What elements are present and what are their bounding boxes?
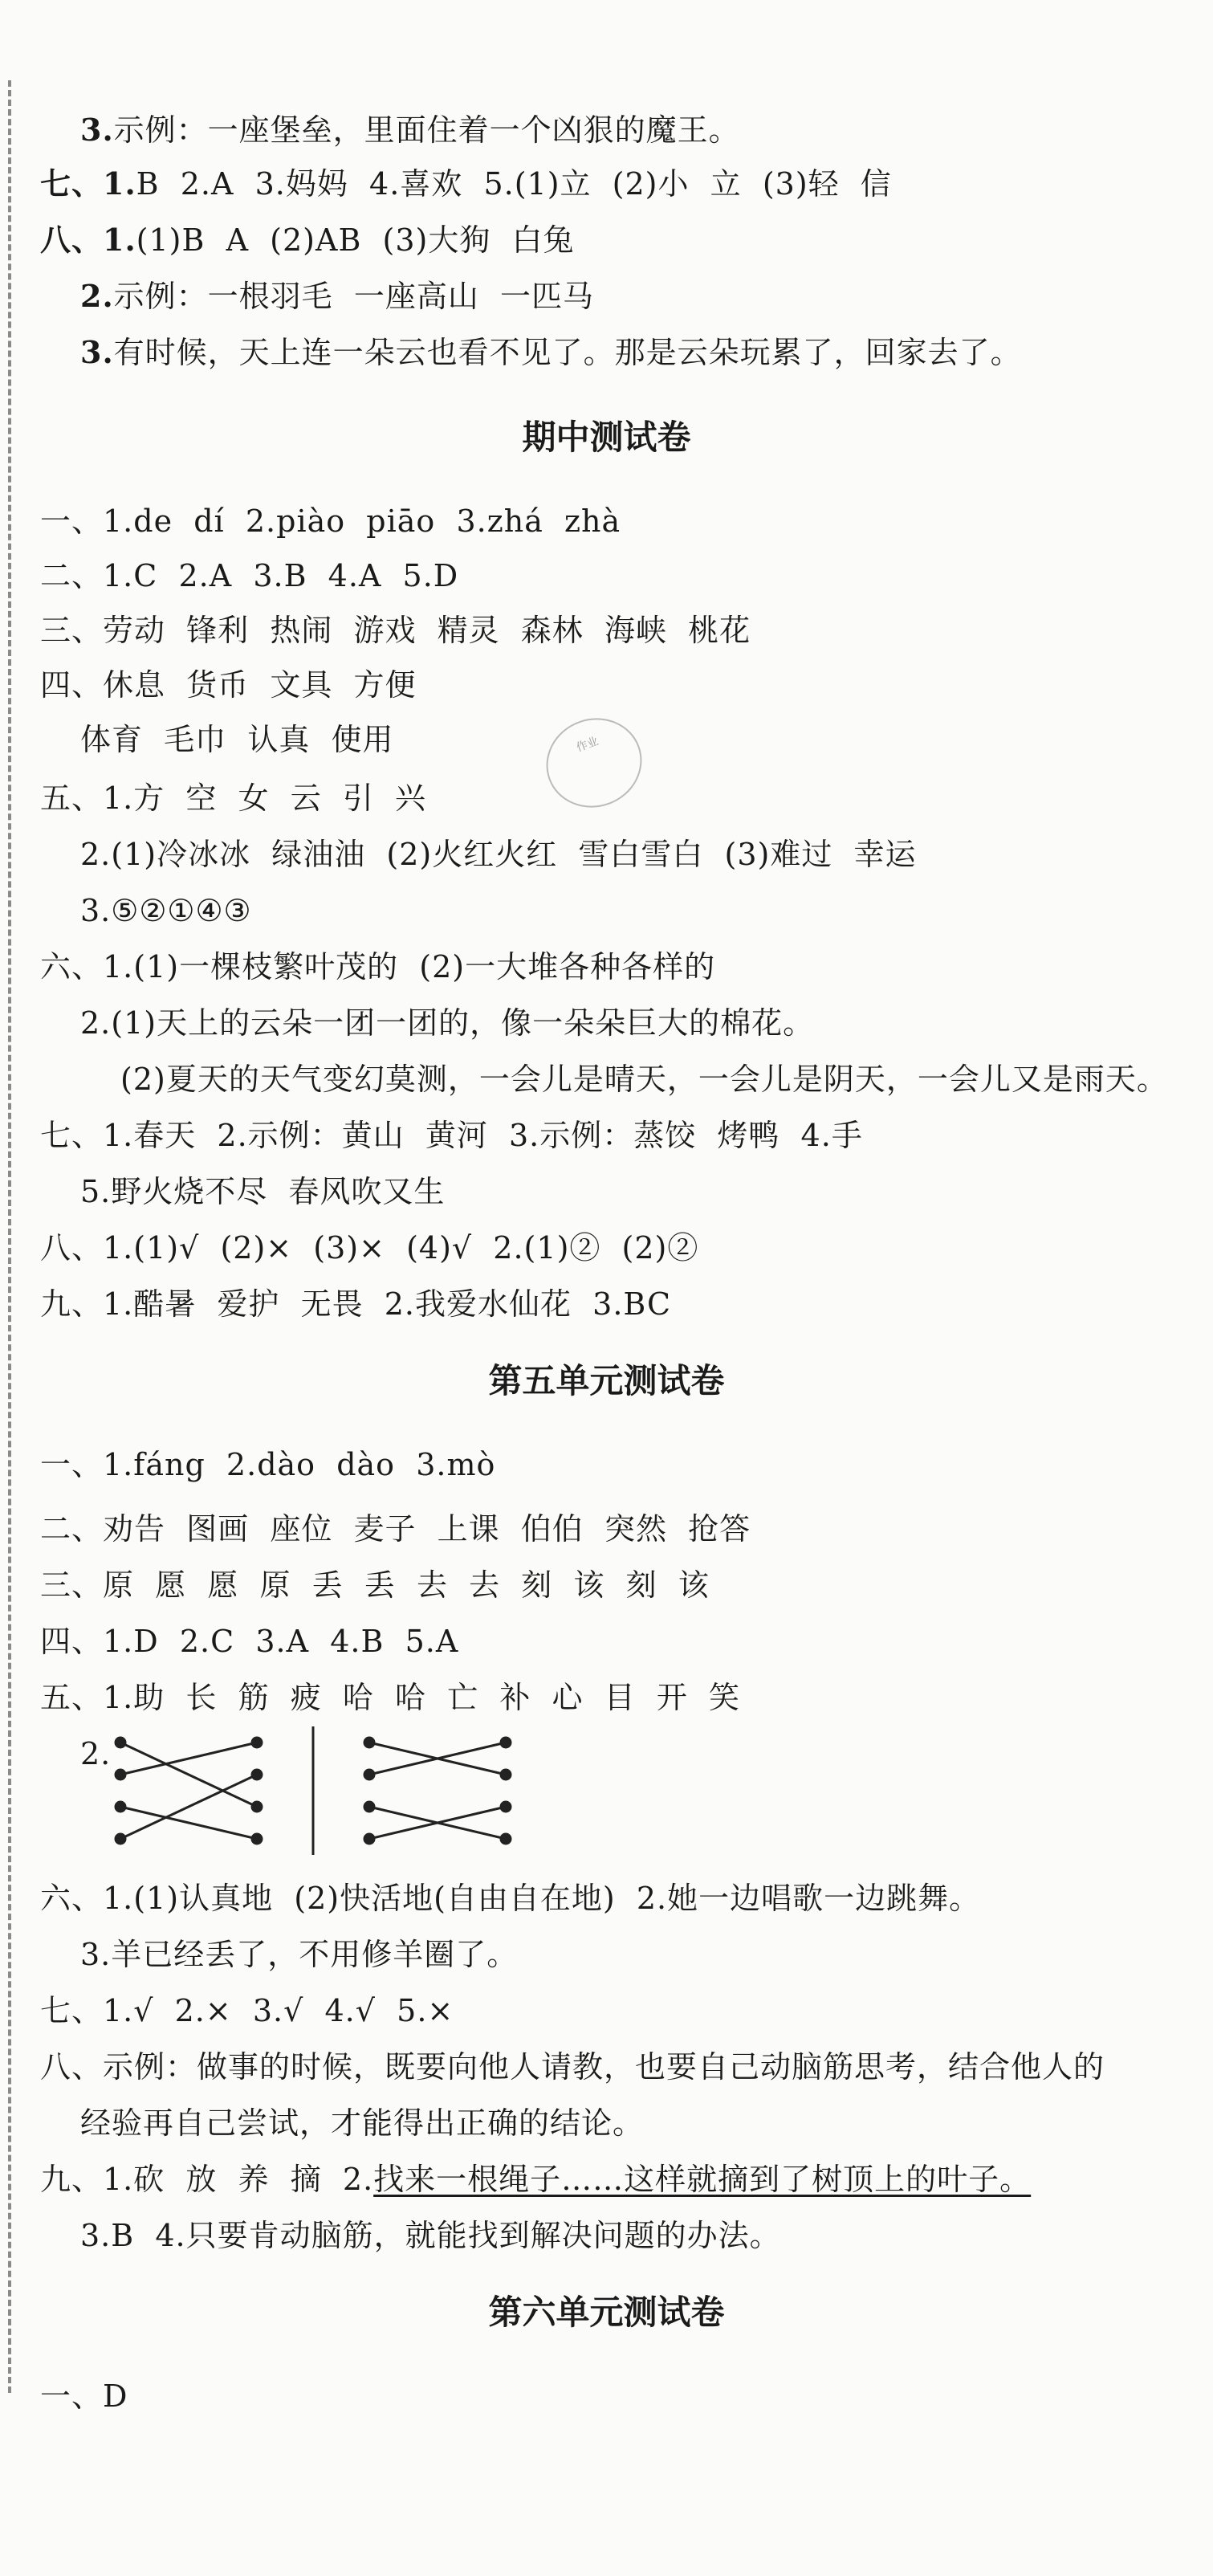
answer-line: 二、1.C 2.A 3.B 4.A 5.D — [40, 558, 459, 593]
answer-line: 七、1.√ 2.× 3.√ 4.√ 5.× — [40, 1993, 454, 2028]
section-title-midterm: 期中测试卷 — [522, 418, 691, 457]
match-line — [120, 1775, 257, 1839]
answer-line: 3.B 4.只要肯动脑筋，就能找到解决问题的办法。 — [80, 2218, 781, 2253]
answer-line: (2)夏天的天气变幻莫测，一会儿是晴天，一会儿是阴天，一会儿又是雨天。 — [120, 1062, 1168, 1097]
answer-line: 四、1.D 2.C 3.A 4.B 5.A — [40, 1624, 459, 1659]
answer-line: 2.(1)冷冰冰 绿油油 (2)火红火红 雪白雪白 (3)难过 幸运 — [80, 837, 917, 872]
answer-line: 一、1.de dí 2.piào piāo 3.zhá zhà — [40, 503, 621, 539]
section-title-unit5: 第五单元测试卷 — [488, 1361, 725, 1400]
answer-line: 二、劝告 图画 座位 麦子 上课 伯伯 突然 抢答 — [40, 1511, 751, 1547]
match-line — [120, 1742, 257, 1807]
answer-line: 2. — [80, 1736, 112, 1771]
answer-line: 2.(1)天上的云朵一团一团的，像一朵朵巨大的棉花。 — [80, 1005, 815, 1041]
answer-line: 八、1.(1)B A (2)AB (3)大狗 白兔 — [40, 222, 575, 258]
answer-line: 三、原 愿 愿 原 丢 丢 去 去 刻 该 刻 该 — [40, 1567, 710, 1603]
answer-line: 3.羊已经丢了，不用修羊圈了。 — [80, 1937, 519, 1972]
answer-line: 九、1.酷暑 爱护 无畏 2.我爱水仙花 3.BC — [40, 1286, 672, 1322]
answer-line: 八、示例：做事的时候，既要向他人请教，也要自己动脑筋思考，结合他人的 — [40, 2049, 1105, 2085]
section-title-unit6: 第六单元测试卷 — [488, 2293, 725, 2332]
answer-line: 一、D — [40, 2378, 128, 2414]
match-line — [120, 1742, 257, 1775]
answer-line: 3.有时候，天上连一朵云也看不见了。那是云朵玩累了，回家去了。 — [80, 334, 1022, 370]
match-line — [120, 1807, 257, 1839]
underlined-answer: 找来一根绳子……这样就摘到了树顶上的叶子。 — [373, 2162, 1032, 2197]
answer-line: 九、1.砍 放 养 摘 2.找来一根绳子……这样就摘到了树顶上的叶子。 — [40, 2162, 1032, 2197]
stamp-watermark: 作业 — [534, 705, 654, 821]
answer-line: 七、1.春天 2.示例：黄山 黄河 3.示例：蒸饺 烤鸭 4.手 — [40, 1118, 863, 1153]
matching-lines-diagram — [96, 1726, 546, 1855]
answer-line: 六、1.(1)一棵枝繁叶茂的 (2)一大堆各种各样的 — [40, 949, 716, 984]
answer-line: 2.示例：一根羽毛 一座高山 一匹马 — [80, 278, 594, 314]
answer-line: 五、1.方 空 女 云 引 兴 — [40, 781, 427, 816]
answer-line: 六、1.(1)认真地 (2)快活地(自由自在地) 2.她一边唱歌一边跳舞。 — [40, 1881, 981, 1916]
answer-line: 三、劳动 锋利 热闹 游戏 精灵 森林 海峡 桃花 — [40, 613, 751, 648]
answer-line: 七、1.B 2.A 3.妈妈 4.喜欢 5.(1)立 (2)小 立 (3)轻 信 — [40, 165, 892, 202]
answer-line: 四、休息 货币 文具 方便 — [40, 667, 417, 703]
answer-line: 八、1.(1)√ (2)× (3)× (4)√ 2.(1)② (2)② — [40, 1230, 699, 1266]
answer-line: 3.示例：一座堡垒，里面住着一个凶狠的魔王。 — [80, 112, 740, 148]
answer-line: 5.野火烧不尽 春风吹又生 — [80, 1174, 446, 1209]
answer-line: 一、1.fáng 2.dào dào 3.mò — [40, 1447, 496, 1482]
answer-line: 3.⑤②①④③ — [80, 893, 252, 928]
answer-line: 体育 毛巾 认真 使用 — [80, 722, 394, 757]
answer-line: 经验再自己尝试，才能得出正确的结论。 — [80, 2105, 645, 2141]
answer-line: 五、1.助 长 筋 疲 哈 哈 亡 补 心 目 开 笑 — [40, 1680, 740, 1715]
